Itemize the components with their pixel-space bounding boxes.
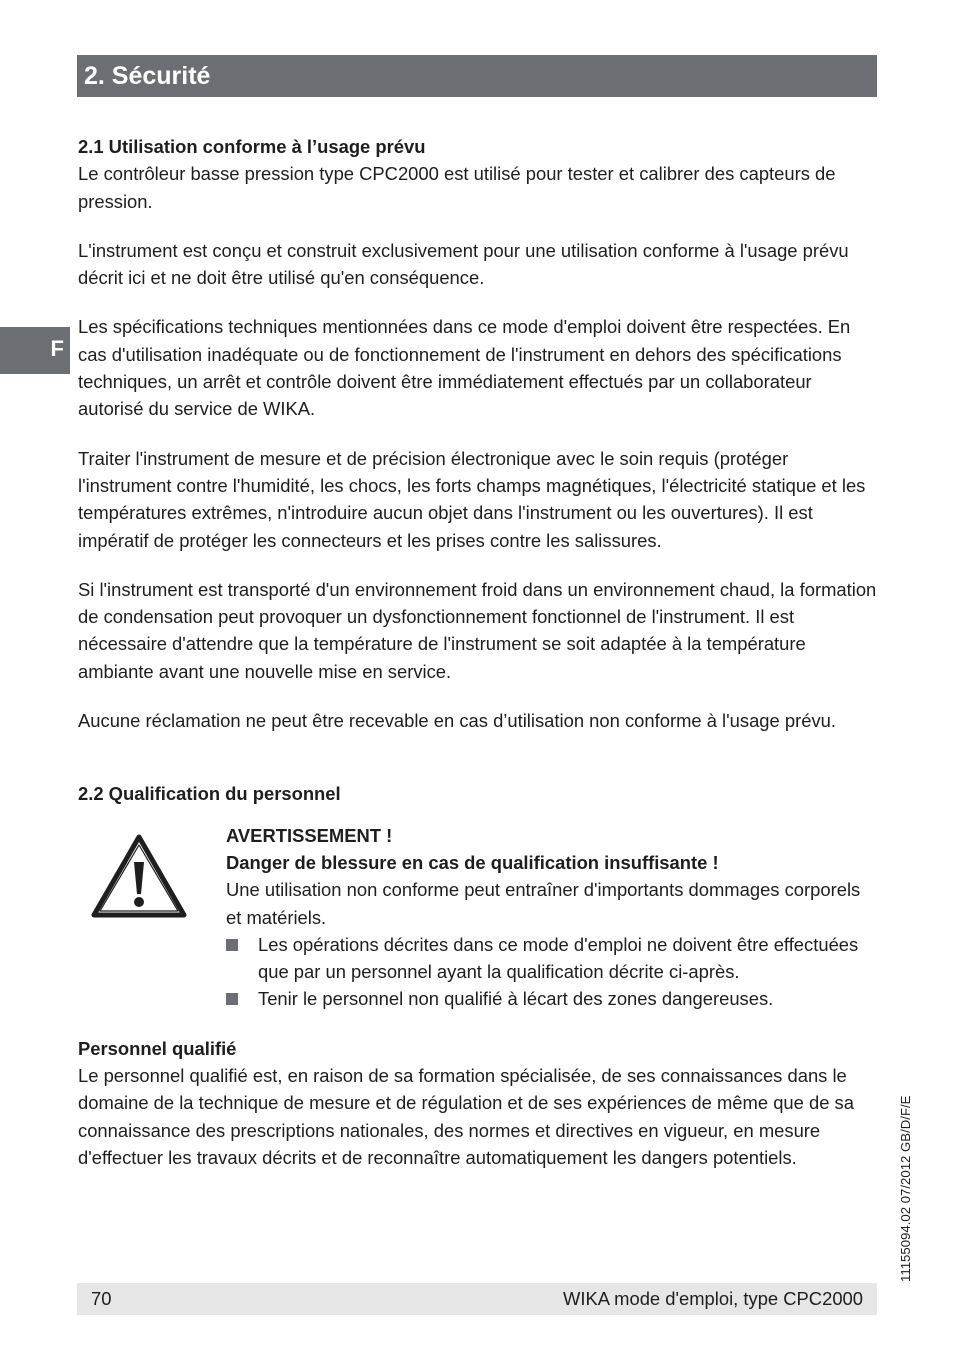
language-tab-label: F (50, 336, 64, 361)
page-content (78, 133, 878, 1171)
section-2-2-heading: 2.2 Qualification du personnel (78, 783, 341, 805)
bullet-square-icon (226, 993, 238, 1005)
warning-triangle-icon (78, 822, 226, 1013)
section-header-bar (77, 55, 877, 97)
bullet-text: Les opérations décrites dans ce mode d'emploi ne doivent être effectuées que par un personnel ayant la qualification décrite ci-après. (258, 933, 859, 983)
paragraph-qualified-personnel: Le personnel qualifié est, en raison de sa formation spécialisée, de ses connaissances dans le domaine de la technique de mesure et de régulation et de ses expériences de même que de sa connaissance des prescriptions nationales, des normes et directives en vigueur, en mesure d'effectuer les travaux décrits et de reconnaître automatiquement les dangers potentiels. (78, 1065, 854, 1168)
document-reference: 11155094.02 07/2012 GB/D/F/E (898, 1095, 913, 1282)
warning-text: Une utilisation non conforme peut entraîner d'importants dommages corporels et matériels. (226, 879, 861, 928)
section-title: 2. Sécurité (84, 62, 211, 90)
page-number: 70 (91, 1288, 112, 1309)
paragraph-handling: Traiter l'instrument de mesure et de précision électronique avec le soin requis (protéger l'instrument contre l'humidité, les chocs, les forts champs magnétiques, l'électricité statique et les températures extrêmes, n'introduire aucun objet dans l'instrument ou les ouvertures). Il est impératif de protéger les connecteurs et les prises contre les salissures. (78, 447, 866, 551)
paragraph-exclusive-use: L'instrument est conçu et construit exclusivement pour une utilisation conforme à l'usage prévu décrit ici et ne doit être utilisé qu'en conséquence. (78, 239, 849, 289)
footer-title: WIKA mode d'emploi, type CPC2000 (563, 1288, 863, 1309)
language-tab (0, 327, 70, 374)
warning-subtitle: Danger de blessure en cas de qualification insuffisante ! (226, 851, 719, 873)
qualified-personnel-heading: Personnel qualifié (78, 1037, 237, 1059)
list-item (226, 985, 878, 1012)
paragraph-claims: Aucune réclamation ne peut être recevable en cas d’utilisation non conforme à l'usage prévu. (78, 710, 836, 732)
paragraph-intended-use: Le contrôleur basse pression type CPC2000 est utilisé pour tester et calibrer des capteurs de pression. (78, 163, 836, 212)
warning-box (78, 822, 878, 1013)
list-item (226, 931, 878, 986)
warning-title: AVERTISSEMENT ! (226, 824, 393, 846)
warning-bullet-list (226, 931, 878, 1013)
bullet-square-icon (226, 939, 238, 951)
bullet-text: Tenir le personnel non qualifié à lécart des zones dangereuses. (258, 988, 774, 1010)
paragraph-specifications: Les spécifications techniques mentionnées dans ce mode d'emploi doivent être respectées. En cas d'utilisation inadéquate ou de fonctionnement de l'instrument en dehors des spécifications techniques, un arrêt et contrôle doivent être immédiatement effectués par un collaborateur autorisé du service de WIKA. (78, 316, 851, 420)
section-2-1-heading: 2.1 Utilisation conforme à l’usage prévu (78, 136, 426, 157)
paragraph-condensation: Si l'instrument est transporté d'un environnement froid dans un environnement chaud, la formation de condensation peut provoquer un dysfonctionnement fonctionnel de l'instrument. Il est nécessaire d'attendre que la température de l'instrument se soit adaptée à la température ambiante avant une nouvelle mise en service. (78, 578, 877, 682)
page-footer (77, 1283, 877, 1315)
